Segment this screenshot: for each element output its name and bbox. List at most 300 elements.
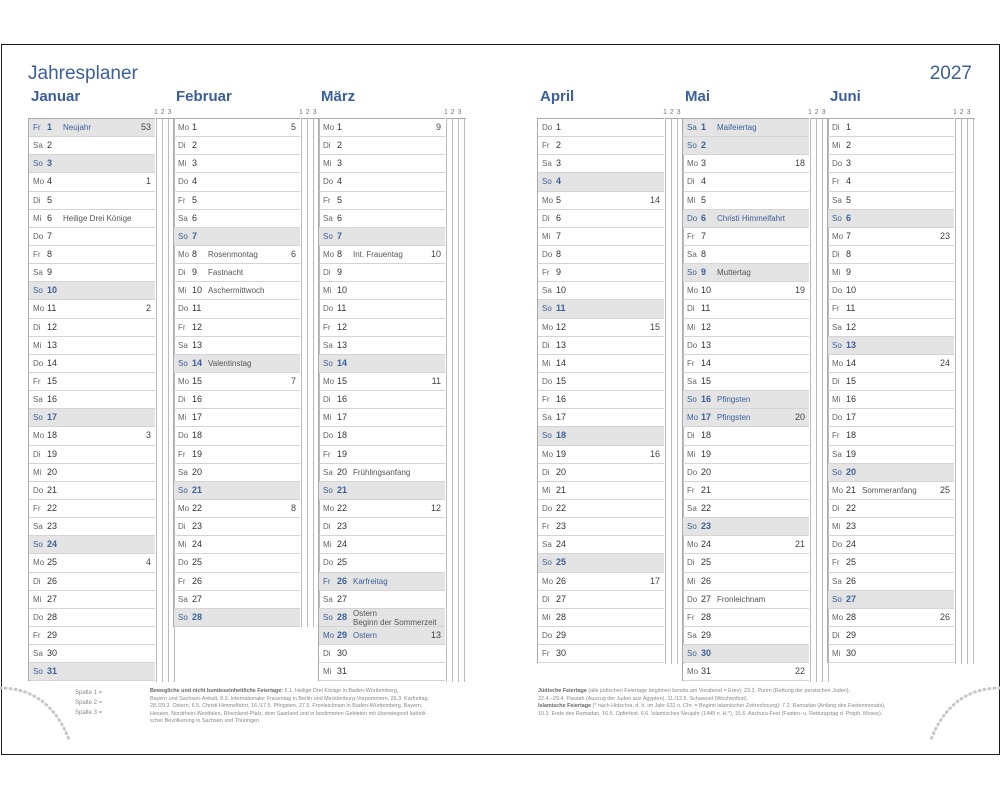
day-row[interactable] (29, 409, 155, 427)
day-row[interactable] (174, 554, 300, 572)
day-number: 6 (556, 212, 562, 223)
day-number: 3 (556, 158, 562, 169)
day-row[interactable] (319, 464, 445, 482)
weekday: Fr (33, 503, 41, 513)
day-row[interactable] (174, 210, 300, 228)
day-row[interactable] (174, 518, 300, 536)
day-row[interactable] (319, 319, 445, 337)
day-row[interactable] (683, 373, 809, 391)
weekday: Sa (33, 395, 43, 405)
day-row[interactable] (319, 300, 445, 318)
day-row[interactable] (538, 155, 664, 173)
day-table (537, 118, 664, 663)
day-row[interactable] (174, 609, 300, 627)
day-row[interactable] (828, 192, 954, 210)
weekday: Mo (687, 159, 699, 169)
footnote-text: 10.3. Ende des Ramadan, 16.5. Opferfest, 6.6. Islamisches Neujahr (1449 n. H.*), 15.6. Aschura-Fest (Fasten- u. Rettungstag d. Proph. Moses). (538, 710, 883, 717)
day-number: 14 (846, 357, 857, 368)
day-number: 9 (846, 267, 852, 278)
day-row[interactable] (683, 282, 809, 300)
day-row[interactable] (319, 137, 445, 155)
weekday: Di (832, 503, 840, 513)
day-row[interactable] (29, 464, 155, 482)
day-row[interactable] (319, 192, 445, 210)
day-number: 26 (337, 575, 348, 586)
day-row[interactable] (174, 192, 300, 210)
day-row[interactable] (319, 373, 445, 391)
day-row[interactable] (828, 554, 954, 572)
day-row[interactable] (174, 300, 300, 318)
day-number: 26 (556, 575, 567, 586)
day-row[interactable] (319, 282, 445, 300)
day-row[interactable] (683, 337, 809, 355)
day-row[interactable] (683, 591, 809, 609)
weekday: Mo (323, 376, 335, 386)
day-row[interactable] (174, 373, 300, 391)
day-number: 15 (701, 375, 712, 386)
day-number: 25 (192, 557, 203, 568)
weekday: Do (33, 358, 44, 368)
day-row[interactable] (29, 518, 155, 536)
day-row[interactable] (29, 246, 155, 264)
day-row[interactable] (174, 155, 300, 173)
day-row[interactable] (29, 119, 155, 137)
day-row[interactable] (828, 264, 954, 282)
day-row[interactable] (683, 536, 809, 554)
day-row[interactable] (538, 337, 664, 355)
day-row[interactable] (174, 319, 300, 337)
day-number: 24 (337, 539, 348, 550)
day-row[interactable] (29, 645, 155, 663)
day-number: 19 (192, 448, 203, 459)
week-number: 2 (145, 303, 151, 314)
day-row[interactable] (683, 609, 809, 627)
day-row[interactable] (828, 609, 954, 627)
day-row[interactable] (174, 464, 300, 482)
day-number: 2 (192, 140, 198, 151)
day-row[interactable] (29, 173, 155, 191)
day-row[interactable] (29, 228, 155, 246)
day-row[interactable] (538, 500, 664, 518)
day-row[interactable] (29, 192, 155, 210)
day-row[interactable] (174, 282, 300, 300)
day-row[interactable] (538, 210, 664, 228)
weekday: So (178, 485, 188, 495)
weekday: Sa (33, 649, 43, 659)
day-row[interactable] (828, 573, 954, 591)
weekday: Mi (178, 159, 187, 169)
day-number: 26 (192, 575, 203, 586)
day-row[interactable] (683, 409, 809, 427)
day-number: 2 (337, 140, 343, 151)
day-number: 17 (701, 412, 712, 423)
day-number: 25 (846, 557, 857, 568)
weekday: Fr (323, 576, 331, 586)
day-row[interactable] (174, 536, 300, 554)
day-number: 14 (337, 357, 348, 368)
weekday: Sa (687, 503, 697, 513)
day-row[interactable] (828, 119, 954, 137)
week-number: 6 (290, 248, 296, 259)
footnote-text: scher Bevölkerung in Sachsen und Thüringen. (150, 718, 261, 724)
weekday: Mi (33, 594, 42, 604)
day-row[interactable] (538, 228, 664, 246)
week-number: 24 (939, 357, 950, 368)
day-row[interactable] (683, 627, 809, 645)
day-row[interactable] (683, 192, 809, 210)
day-row[interactable] (683, 173, 809, 191)
weekday: Mo (33, 431, 45, 441)
day-row[interactable] (683, 554, 809, 572)
weekday: Mo (542, 449, 554, 459)
day-row[interactable] (538, 427, 664, 445)
day-row[interactable] (174, 119, 300, 137)
holiday-name: Valentinstag (208, 358, 252, 368)
day-row[interactable] (29, 573, 155, 591)
day-row[interactable] (538, 609, 664, 627)
day-row[interactable] (29, 337, 155, 355)
day-row[interactable] (683, 482, 809, 500)
day-number: 23 (701, 521, 712, 532)
day-row[interactable] (319, 228, 445, 246)
day-row[interactable] (828, 518, 954, 536)
weekday: So (33, 540, 43, 550)
day-row[interactable] (828, 446, 954, 464)
check-column-numbers: 1 2 3 (443, 109, 463, 116)
day-row[interactable] (683, 264, 809, 282)
day-row[interactable] (828, 300, 954, 318)
day-row[interactable] (319, 210, 445, 228)
day-row[interactable] (828, 355, 954, 373)
day-row[interactable] (683, 155, 809, 173)
day-row[interactable] (538, 246, 664, 264)
week-number: 18 (794, 158, 805, 169)
day-row[interactable] (319, 446, 445, 464)
check-column-line (973, 119, 974, 664)
day-number: 25 (701, 557, 712, 568)
day-row[interactable] (683, 500, 809, 518)
weekday: Fr (832, 431, 840, 441)
day-number: 2 (846, 140, 852, 151)
weekday: So (832, 594, 842, 604)
day-row[interactable] (29, 663, 155, 681)
day-number: 24 (846, 539, 857, 550)
day-row[interactable] (683, 573, 809, 591)
day-row[interactable] (828, 319, 954, 337)
day-row[interactable] (29, 427, 155, 445)
day-row[interactable] (538, 591, 664, 609)
day-row[interactable] (174, 337, 300, 355)
day-row[interactable] (174, 591, 300, 609)
day-row[interactable] (538, 173, 664, 191)
day-row[interactable] (828, 591, 954, 609)
day-row[interactable] (319, 355, 445, 373)
day-row[interactable] (683, 300, 809, 318)
day-row[interactable] (828, 464, 954, 482)
day-row[interactable] (319, 337, 445, 355)
day-row[interactable] (29, 373, 155, 391)
day-row[interactable] (174, 246, 300, 264)
day-row[interactable] (29, 500, 155, 518)
day-row[interactable] (319, 482, 445, 500)
weekday: Di (178, 522, 186, 532)
day-number: 7 (47, 230, 53, 241)
day-row[interactable] (174, 391, 300, 409)
day-row[interactable] (29, 155, 155, 173)
day-row[interactable] (29, 536, 155, 554)
day-row[interactable] (174, 173, 300, 191)
day-row[interactable] (174, 500, 300, 518)
day-row[interactable] (828, 500, 954, 518)
day-row[interactable] (538, 446, 664, 464)
day-row[interactable] (174, 355, 300, 373)
day-row[interactable] (174, 264, 300, 282)
day-number: 20 (701, 466, 712, 477)
day-table (28, 118, 155, 681)
day-number: 15 (47, 375, 58, 386)
week-number: 8 (290, 502, 296, 513)
day-number: 21 (192, 484, 203, 495)
day-row[interactable] (828, 282, 954, 300)
day-number: 15 (337, 375, 348, 386)
day-row[interactable] (29, 609, 155, 627)
day-row[interactable] (319, 554, 445, 572)
day-row[interactable] (174, 446, 300, 464)
day-row[interactable] (319, 627, 445, 645)
day-row[interactable] (29, 282, 155, 300)
weekday: Do (832, 540, 843, 550)
day-row[interactable] (29, 554, 155, 572)
day-row[interactable] (174, 427, 300, 445)
weekday: Mi (323, 413, 332, 423)
day-number: 24 (701, 539, 712, 550)
day-row[interactable] (828, 373, 954, 391)
day-row[interactable] (538, 373, 664, 391)
day-row[interactable] (29, 264, 155, 282)
weekday: Mi (178, 413, 187, 423)
weekday: Fr (542, 649, 550, 659)
day-row[interactable] (538, 573, 664, 591)
day-row[interactable] (538, 282, 664, 300)
footnote-heading: Jüdische Feiertage (538, 688, 587, 694)
weekday: Sa (178, 213, 188, 223)
day-row[interactable] (174, 228, 300, 246)
day-number: 10 (337, 285, 348, 296)
day-row[interactable] (319, 609, 445, 627)
day-number: 17 (556, 412, 567, 423)
check-column-line (313, 119, 314, 627)
day-row[interactable] (828, 173, 954, 191)
day-row[interactable] (828, 228, 954, 246)
holiday-name: Frühlingsanfang (353, 467, 411, 477)
holiday-name: Fronleichnam (717, 594, 766, 604)
day-row[interactable] (29, 482, 155, 500)
day-row[interactable] (538, 137, 664, 155)
weekday: Sa (832, 449, 842, 459)
weekday: Di (687, 431, 695, 441)
day-number: 5 (701, 194, 707, 205)
day-row[interactable] (319, 119, 445, 137)
day-number: 21 (337, 484, 348, 495)
day-row[interactable] (683, 210, 809, 228)
day-row[interactable] (319, 536, 445, 554)
weekday: Do (832, 159, 843, 169)
day-row[interactable] (319, 409, 445, 427)
day-row[interactable] (319, 173, 445, 191)
day-row[interactable] (29, 319, 155, 337)
day-number: 4 (47, 176, 53, 187)
day-number: 5 (47, 194, 53, 205)
day-row[interactable] (538, 192, 664, 210)
day-number: 13 (192, 339, 203, 350)
day-number: 13 (556, 339, 567, 350)
day-row[interactable] (683, 446, 809, 464)
day-row[interactable] (683, 246, 809, 264)
weekday: Fr (832, 558, 840, 568)
check-column-numbers: 1 2 3 (807, 109, 827, 116)
day-row[interactable] (828, 337, 954, 355)
day-row[interactable] (319, 155, 445, 173)
weekday: Mi (33, 213, 42, 223)
day-row[interactable] (319, 645, 445, 663)
day-row[interactable] (683, 355, 809, 373)
day-row[interactable] (683, 137, 809, 155)
day-number: 24 (192, 539, 203, 550)
weekday: Fr (832, 177, 840, 187)
day-row[interactable] (29, 210, 155, 228)
day-row[interactable] (319, 427, 445, 445)
holiday-name: Ostern (353, 630, 378, 640)
day-row[interactable] (29, 391, 155, 409)
day-row[interactable] (538, 645, 664, 663)
day-number: 11 (192, 303, 202, 314)
day-row[interactable] (828, 536, 954, 554)
check-column-line (307, 119, 308, 627)
day-row[interactable] (828, 409, 954, 427)
day-row[interactable] (538, 518, 664, 536)
weekday: So (687, 268, 697, 278)
day-number: 29 (556, 629, 567, 640)
day-row[interactable] (828, 482, 954, 500)
footnote-text: (* nach Hidschra, d. h. im Jahr 622 n. Chr. = Beginn islamischer Zeitrechnung): 7.2. Ramadan (Anfang des Fastenmonats), (591, 703, 886, 709)
day-row[interactable] (29, 591, 155, 609)
day-row[interactable] (683, 464, 809, 482)
holiday-name: Maifeiertag (717, 123, 757, 132)
day-row[interactable] (683, 119, 809, 137)
day-row[interactable] (29, 446, 155, 464)
week-number: 22 (794, 666, 805, 677)
day-number: 8 (846, 248, 852, 259)
day-number: 16 (47, 394, 58, 405)
day-row[interactable] (828, 155, 954, 173)
day-number: 13 (701, 339, 712, 350)
day-row[interactable] (828, 210, 954, 228)
holiday-name-line: Ostern (353, 608, 378, 618)
day-row[interactable] (174, 409, 300, 427)
weekday: Mo (832, 485, 844, 495)
weekday: Sa (687, 630, 697, 640)
day-row[interactable] (319, 264, 445, 282)
day-row[interactable] (828, 645, 954, 663)
day-row[interactable] (683, 391, 809, 409)
day-row[interactable] (683, 319, 809, 337)
holiday-name: Heilige Drei Könige (63, 213, 132, 223)
day-number: 2 (556, 140, 562, 151)
day-number: 11 (846, 303, 856, 314)
weekday: Di (832, 123, 840, 132)
weekday: Mo (687, 540, 699, 550)
day-row[interactable] (828, 137, 954, 155)
day-row[interactable] (683, 645, 809, 663)
page-year: 2027 (929, 63, 972, 84)
day-row[interactable] (319, 246, 445, 264)
day-row[interactable] (828, 427, 954, 445)
check-column-line (671, 119, 672, 664)
day-row[interactable] (319, 518, 445, 536)
day-row[interactable] (538, 464, 664, 482)
day-row[interactable] (538, 536, 664, 554)
day-row[interactable] (319, 591, 445, 609)
weekday: Do (542, 503, 553, 513)
day-row[interactable] (828, 627, 954, 645)
day-row[interactable] (29, 300, 155, 318)
weekday: Do (323, 304, 334, 314)
day-row[interactable] (319, 663, 445, 681)
footnote-text: Hessen, Nordrhein-Westfalen, Rheinland-Pfalz, dem Saarland und in bestimmten Gebieten mit überwiegend katholi- (150, 710, 428, 717)
day-row[interactable] (29, 137, 155, 155)
day-row[interactable] (538, 355, 664, 373)
day-row[interactable] (319, 500, 445, 518)
day-row[interactable] (538, 391, 664, 409)
day-number: 30 (556, 648, 567, 659)
day-row[interactable] (538, 409, 664, 427)
day-row[interactable] (538, 482, 664, 500)
legend-line: Spalte 1 = (75, 690, 103, 696)
day-row[interactable] (538, 300, 664, 318)
day-row[interactable] (538, 319, 664, 337)
check-column-line (967, 119, 968, 664)
day-row[interactable] (174, 573, 300, 591)
day-number: 25 (556, 557, 567, 568)
weekday: Mi (178, 540, 187, 550)
day-row[interactable] (828, 391, 954, 409)
day-row[interactable] (683, 228, 809, 246)
day-row[interactable] (538, 627, 664, 645)
day-row[interactable] (538, 554, 664, 572)
day-number: 14 (47, 357, 58, 368)
day-row[interactable] (538, 119, 664, 137)
day-row[interactable] (683, 427, 809, 445)
weekday: Mo (178, 123, 190, 132)
day-number: 5 (337, 194, 343, 205)
day-row[interactable] (828, 246, 954, 264)
day-number: 22 (556, 502, 567, 513)
day-row[interactable] (319, 573, 445, 591)
day-row[interactable] (29, 627, 155, 645)
day-row[interactable] (29, 355, 155, 373)
day-row[interactable] (174, 137, 300, 155)
weekday: Sa (33, 268, 43, 278)
day-row[interactable] (174, 482, 300, 500)
day-row[interactable] (319, 391, 445, 409)
week-number: 13 (430, 629, 441, 640)
day-number: 30 (337, 648, 348, 659)
weekday: Do (687, 213, 698, 223)
day-row[interactable] (683, 663, 809, 681)
week-number: 11 (431, 375, 441, 386)
day-row[interactable] (538, 264, 664, 282)
day-row[interactable] (683, 518, 809, 536)
